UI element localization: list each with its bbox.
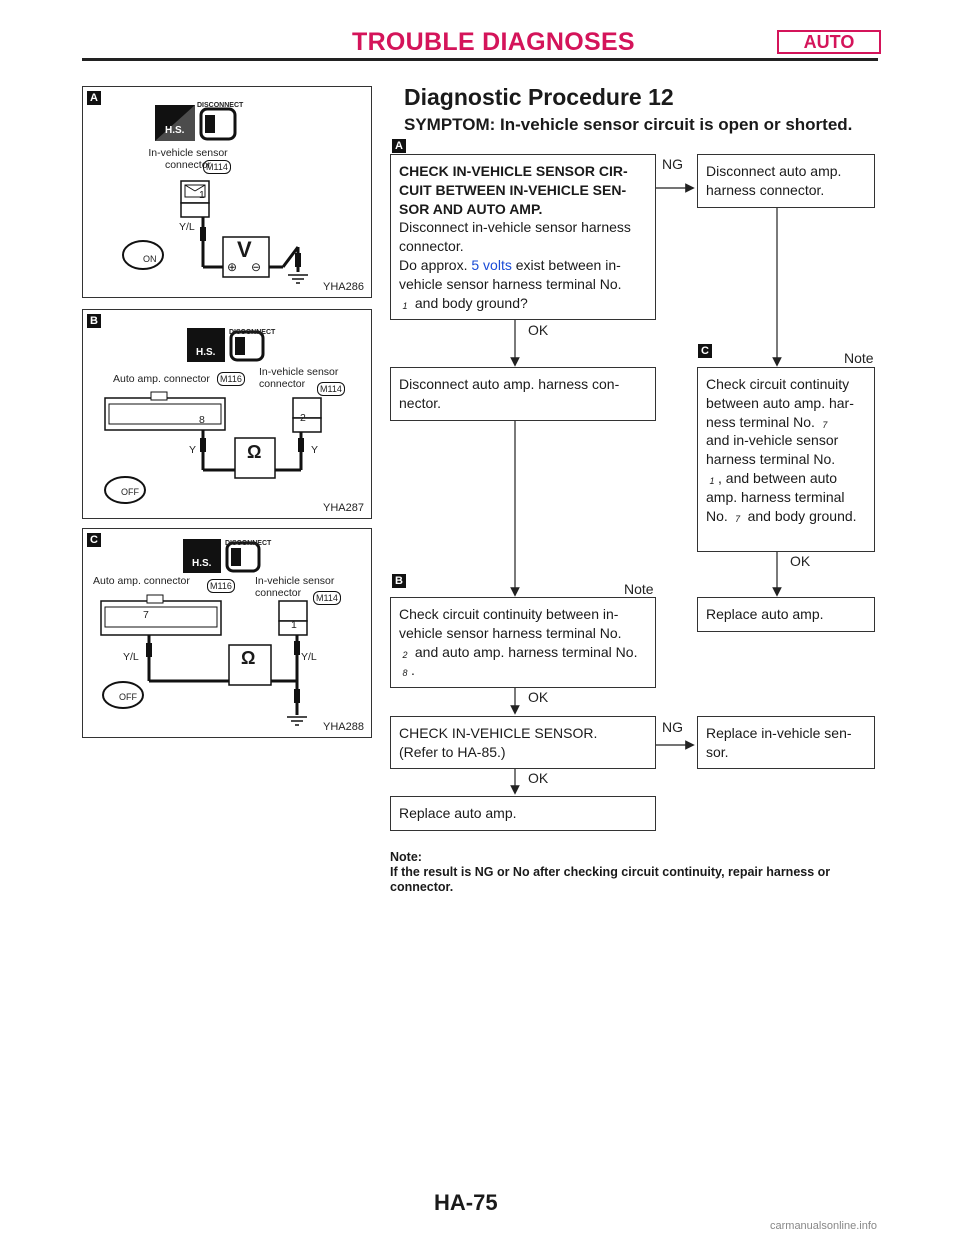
step-disconnect-amp-2: Disconnect auto amp. harness con-nector.: [390, 367, 656, 421]
figure-b-auto-pin: 8: [199, 414, 205, 426]
figure-b-wire-left: Y: [189, 444, 197, 456]
disconnect-label: DISCONNECT: [197, 102, 244, 109]
ok-label: OK: [528, 322, 549, 338]
step-check-circuit-line1: Disconnect in-vehicle sensor harness connector.: [399, 219, 631, 255]
step-5-text-a: CHECK IN-VEHICLE SENSOR.: [399, 725, 598, 741]
figure-c-sensor-label: In-vehicle sensor connector: [255, 575, 335, 599]
step-check-continuity-sensor: [390, 597, 656, 688]
step-c-badge: C: [698, 344, 712, 358]
procedure-symptom: SYMPTOM: In-vehicle sensor circuit is open or shorted.: [404, 115, 853, 134]
disconnect-label: DISCONNECT: [225, 540, 272, 547]
footnote: [390, 850, 890, 895]
section-tag: AUTO: [777, 30, 881, 54]
hs-label: H.S.: [165, 125, 185, 136]
terminal-number: 7: [822, 419, 828, 430]
step-3-text-a: Check circuit continuity between auto amp. har-ness terminal No.: [706, 376, 854, 430]
figure-b-code: YHA287: [323, 502, 364, 514]
figure-c-meter-label: Ω: [241, 648, 256, 668]
terminal-number: 7: [735, 513, 741, 524]
step-replace-auto-amp: Replace auto amp.: [697, 597, 875, 632]
step-check-sensor: [390, 716, 656, 769]
figure-a-code: YHA286: [323, 281, 364, 293]
figure-a-meter-label: V: [237, 237, 252, 262]
minus-terminal: ⊖: [251, 260, 262, 274]
figure-c-key: OFF: [119, 692, 137, 702]
page-number: HA-75: [434, 1190, 498, 1215]
hs-label: H.S.: [196, 347, 216, 358]
figure-b-sensor-pin: 2: [300, 412, 306, 424]
site-watermark: carmanualsonline.info: [770, 1220, 878, 1232]
figure-c-auto-label: Auto amp. connector: [93, 575, 190, 587]
figure-b-auto-label: Auto amp. connector: [113, 373, 210, 385]
figure-b-badge: B: [87, 314, 101, 328]
terminal-number: 2: [402, 649, 408, 660]
step-4-text-c: .: [411, 662, 415, 679]
figure-c-badge: C: [87, 533, 101, 547]
figure-c-auto-pin: 7: [143, 609, 149, 621]
figure-c-sensor-pin: 1: [291, 619, 297, 631]
note-label: Note: [844, 350, 874, 366]
step-3-text-b: and in-vehicle sensor harness terminal No.: [706, 432, 839, 468]
hs-label: H.S.: [192, 558, 212, 569]
figure-a-connector-code: M114: [203, 160, 231, 174]
terminal-number: 1: [709, 475, 715, 486]
footnote-title: Note:: [390, 850, 422, 864]
ng-label: NG: [662, 156, 683, 172]
step-check-circuit: [390, 154, 656, 320]
step-replace-auto-amp-final: Replace auto amp.: [390, 796, 656, 831]
step-check-circuit-heading: CHECK IN-VEHICLE SENSOR CIR-CUIT BETWEEN IN-VEHICLE SEN-SOR AND AUTO AMP.: [399, 163, 628, 217]
figure-c-code: YHA288: [323, 721, 364, 733]
step-3-text-d: and body ground.: [747, 507, 857, 524]
figure-c-sensor-code: M114: [313, 591, 341, 605]
figure-b-key: OFF: [121, 487, 139, 497]
figure-b-meter-label: Ω: [247, 442, 262, 462]
figure-a-connector-label: In-vehicle sensor connector: [148, 147, 228, 171]
step-3-text-c: , and between auto amp. harness terminal No.: [706, 469, 845, 524]
ok-label: OK: [528, 770, 549, 786]
step-5-text-b: (Refer to HA-85.): [399, 743, 506, 760]
step-disconnect-amp: Disconnect auto amp. harness connector.: [697, 154, 875, 208]
step-check-continuity-amp: [697, 367, 875, 552]
terminal-number: 1: [402, 300, 408, 311]
figure-c-auto-code: M116: [207, 579, 235, 593]
procedure-title: Diagnostic Procedure 12: [404, 84, 674, 110]
figure-a-key: ON: [143, 254, 157, 264]
section-title: TROUBLE DIAGNOSES: [352, 28, 635, 56]
step-replace-sensor: Replace in-vehicle sen-sor.: [697, 716, 875, 769]
disconnect-label: DISCONNECT: [229, 329, 276, 336]
terminal-number: 8: [402, 668, 408, 679]
voltage-link[interactable]: 5 volts: [471, 256, 512, 273]
figure-b-sensor-code: M114: [317, 382, 345, 396]
figure-c-wire-left: Y/L: [123, 651, 139, 663]
step-4-text-b: and auto amp. harness terminal No.: [414, 643, 638, 660]
figure-b-wire-right: Y: [311, 444, 319, 456]
step-check-circuit-line2b: exist between in-vehicle sensor harness terminal No.: [399, 256, 622, 292]
figure-a-pin: 1: [199, 189, 205, 201]
figure-b-auto-code: M116: [217, 372, 245, 386]
step-4-text-a: Check circuit continuity between in-vehicle sensor harness terminal No.: [399, 606, 622, 641]
ok-label: OK: [790, 553, 811, 569]
step-check-circuit-line3: and body ground?: [414, 294, 528, 311]
ng-label: NG: [662, 719, 683, 735]
figure-a-wire: Y/L: [179, 221, 195, 233]
note-label: Note: [624, 581, 654, 597]
figure-a-badge: A: [87, 91, 101, 105]
figure-c-wire-right: Y/L: [301, 651, 317, 663]
step-check-circuit-line2a: Do approx.: [399, 256, 468, 273]
footnote-text: If the result is NG or No after checking circuit continuity, repair harness or connector.: [390, 865, 831, 894]
plus-terminal: ⊕: [227, 260, 238, 274]
figure-b-sensor-label: In-vehicle sensor connector: [259, 366, 339, 390]
step-a-badge: A: [392, 139, 406, 153]
ok-label: OK: [528, 689, 549, 705]
step-b-badge: B: [392, 574, 406, 588]
